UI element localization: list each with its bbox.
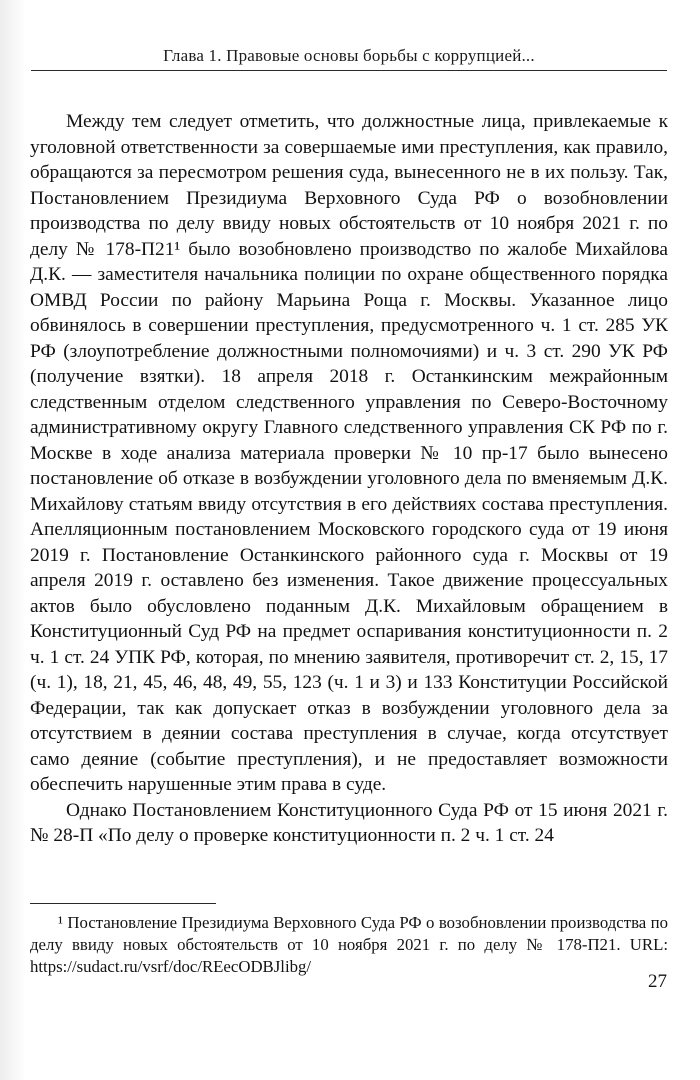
- body-paragraph: Между тем следует отметить, что должностные лица, привлекаемые к уголовной ответственности за совершаемые ими преступления, как правило, обращаются за пересмотром решения суда, вынесенного не в их пользу. Так, Постановлением Президиума Верховного Суда РФ о возобновлении производства по делу ввиду новых обстоятельств от 10 ноября 2021 г. по делу № 178-П21¹ было возобновлено производство по жалобе Михайлова Д.К. — заместителя начальника полиции по охране общественного порядка ОМВД России по району Марьина Роща г. Москвы. Указанное лицо обвинялось в совершении преступления, предусмотренного ч. 1 ст. 285 УК РФ (злоупотребление должностными полномочиями) и ч. 3 ст. 290 УК РФ (получение взятки). 18 апреля 2018 г. Останкинским межрайонным следственным отделом следственного управления по Северо-Восточному административному округу Главного следственного управления СК РФ по г. Москве в ходе анализа материала проверки № 10 пр-17 было вынесено постановление об отказе в возбуждении уголовного дела по вменяемым Д.К. Михайлову статьям ввиду отсутствия в его действиях состава преступления. Апелляционным постановлением Московского городского суда от 19 июня 2019 г. Постановление Останкинского районного суда г. Москвы от 19 апреля 2019 г. оставлено без изменения. Такое движение процессуальных актов было обусловлено поданным Д.К. Михайловым обращением в Конституционный Суд РФ на предмет оспаривания конституционности п. 2 ч. 1 ст. 24 УПК РФ, которая, по мнению заявителя, противоречит ст. 2, 15, 17 (ч. 1), 18, 21, 45, 46, 48, 49, 55, 123 (ч. 1 и 3) и 133 Конституции Российской Федерации, так как допускает отказ в возбуждении уголовного дела за отсутствием в деянии состава преступления в случае, когда отсутствует само деяние (событие преступления), и не предоставляет возможности обеспечить нарушенные этим права в суде.: [30, 111, 668, 795]
- footnote: ¹ Постановление Президиума Верховного Суда РФ о возобновлении производства по делу ввиду новых обстоятельств от 10 ноября 2021 г. по делу № 178-П21. URL: https://sudact.ru/vsrf/doc/REecODBJlibg/: [30, 913, 668, 976]
- body-paragraph: Однако Постановлением Конституционного Суда РФ от 15 июня 2021 г. № 28-П «По делу о проверке конституционности п. 2 ч. 1 ст. 24: [30, 799, 668, 846]
- footnote-separator: [30, 903, 216, 904]
- header-rule: [31, 70, 667, 71]
- running-header: Глава 1. Правовые основы борьбы с коррупцией...: [163, 46, 535, 65]
- page-body: [30, 109, 668, 849]
- page-number: 27: [648, 971, 667, 992]
- scan-edge-shading: [0, 0, 26, 1080]
